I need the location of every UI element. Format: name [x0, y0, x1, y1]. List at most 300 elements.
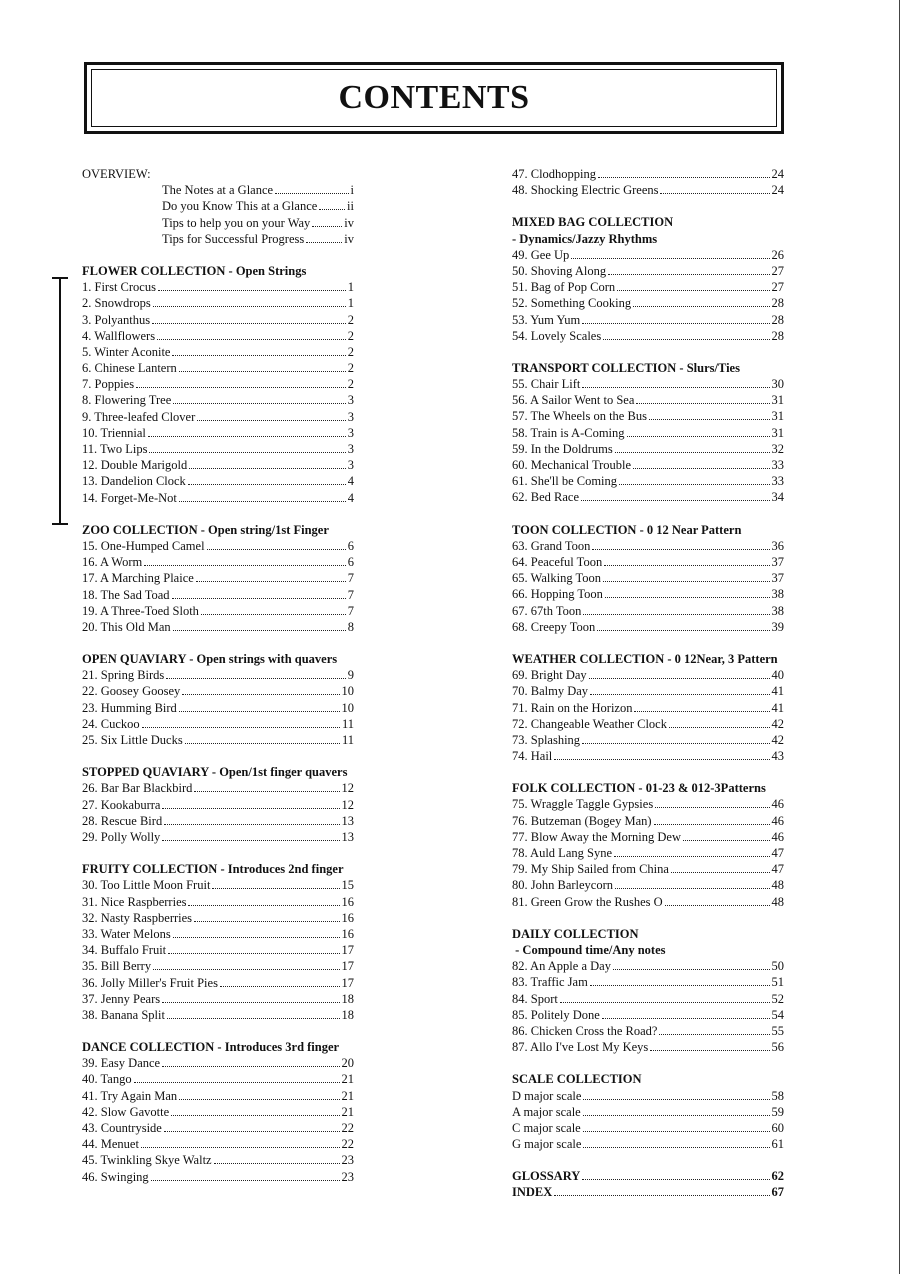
toc-entry: [512, 538, 784, 554]
toc-entry: [82, 813, 354, 829]
toc-section: [512, 651, 784, 764]
toc-entry-page: 33: [771, 474, 784, 489]
toc-entry-page: 30: [771, 377, 784, 392]
toc-entry-page: 20: [341, 1056, 354, 1071]
toc-entry-title: 11. Two Lips: [82, 442, 148, 457]
toc-entry-title: 86. Chicken Cross the Road?: [512, 1023, 658, 1038]
dot-leader: [636, 394, 769, 404]
dot-leader: [179, 362, 346, 372]
toc-entry: [512, 958, 784, 974]
toc-entry: [512, 457, 784, 473]
toc-entry-title: 51. Bag of Pop Corn: [512, 280, 616, 295]
toc-entry-title: 23. Humming Bird: [82, 700, 177, 715]
toc-entry-page: 47: [771, 846, 784, 861]
toc-entry-page: 41: [771, 700, 784, 715]
dot-leader: [275, 184, 348, 194]
title-frame: [91, 69, 777, 127]
dot-leader: [151, 1171, 340, 1181]
toc-entry-title: 70. Balmy Day: [512, 684, 589, 699]
dot-leader: [617, 281, 769, 291]
dot-leader: [214, 1154, 340, 1164]
toc-entry: [512, 312, 784, 328]
toc-entry-page: 34: [771, 490, 784, 505]
toc-entry-title: 53. Yum Yum: [512, 312, 581, 327]
toc-section: [512, 214, 784, 344]
toc-entry: [82, 1120, 354, 1136]
dot-leader: [220, 977, 340, 987]
toc-entry: [512, 1007, 784, 1023]
toc-entry-page: 15: [341, 878, 354, 893]
toc-entry-page: 23: [341, 1153, 354, 1168]
toc-entry: [512, 861, 784, 877]
flower-collection-bracket: [52, 277, 68, 525]
dot-leader: [619, 475, 769, 485]
toc-entry: [82, 1007, 354, 1023]
toc-entry-page: 3: [347, 442, 354, 457]
dot-leader: [149, 443, 345, 453]
dot-leader: [148, 427, 346, 437]
toc-entry: [512, 1120, 784, 1136]
toc-entry-title: 28. Rescue Bird: [82, 813, 163, 828]
dot-leader: [194, 912, 339, 922]
toc-entry: [82, 910, 354, 926]
toc-entry-page: 2: [347, 361, 354, 376]
dot-leader: [583, 605, 769, 615]
toc-entry-page: 24: [771, 167, 784, 181]
toc-entry-page: 11: [341, 733, 354, 748]
dot-leader: [172, 589, 346, 599]
toc-entry-title: 66. Hopping Toon: [512, 587, 603, 602]
toc-entry-page: 21: [341, 1072, 354, 1087]
toc-entry: [82, 1136, 354, 1152]
dot-leader: [189, 459, 346, 469]
toc-entry-title: GLOSSARY: [512, 1169, 581, 1184]
toc-entry: [512, 619, 784, 635]
dot-leader: [583, 1138, 769, 1148]
dot-leader: [581, 491, 770, 501]
toc-section: [512, 522, 784, 635]
left-column: [82, 166, 354, 1201]
toc-entry: [512, 473, 784, 489]
toc-entry-title: 32. Nasty Raspberries: [82, 910, 193, 925]
toc-entry-page: 37: [771, 555, 784, 569]
toc-entry-page: 48: [771, 878, 784, 893]
toc-entry-page: 4: [347, 490, 354, 505]
toc-entry: [82, 732, 354, 748]
toc-entry-page: 37: [771, 571, 784, 586]
toc-entry: [82, 295, 354, 311]
toc-entry-title: 37. Jenny Pears: [82, 991, 161, 1006]
toc-entry: [82, 1071, 354, 1087]
toc-entry-page: 28: [771, 312, 784, 327]
dot-leader: [592, 540, 769, 550]
dot-leader: [188, 475, 346, 485]
dot-leader: [560, 993, 770, 1003]
toc-section: [82, 522, 354, 635]
toc-entry-title: The Notes at a Glance: [162, 183, 274, 198]
toc-entry: [82, 457, 354, 473]
toc-entry-page: 18: [341, 991, 354, 1006]
toc-entry-title: 46. Swinging: [82, 1169, 149, 1184]
section-heading: TOON COLLECTION - 0 12 Near Pattern: [512, 522, 742, 537]
dot-leader: [604, 556, 769, 566]
toc-entry-page: 38: [771, 603, 784, 618]
dot-leader: [188, 896, 339, 906]
toc-entry-page: 6: [347, 555, 354, 570]
toc-entry: [162, 215, 354, 231]
dot-leader: [655, 798, 769, 808]
toc-entry-title: 21. Spring Birds: [82, 668, 165, 683]
toc-entry-page: 2: [347, 328, 354, 343]
toc-entry-title: 67. 67th Toon: [512, 603, 582, 618]
toc-entry-page: 31: [771, 409, 784, 424]
dot-leader: [173, 928, 340, 938]
dot-leader: [185, 734, 340, 744]
dot-leader: [660, 184, 769, 194]
dot-leader: [605, 588, 770, 598]
toc-entry-page: 23: [341, 1169, 354, 1184]
toc-entry: [82, 425, 354, 441]
toc-entry-page: 60: [771, 1120, 784, 1135]
toc-entry: [512, 263, 784, 279]
toc-entry-title: 31. Nice Raspberries: [82, 894, 187, 909]
toc-entry-page: 2: [347, 377, 354, 392]
dot-leader: [179, 702, 340, 712]
toc-entry-page: 8: [347, 619, 354, 634]
toc-entry-page: 31: [771, 425, 784, 440]
toc-entry-title: 47. Clodhopping: [512, 167, 597, 181]
dot-leader: [153, 297, 346, 307]
page-title: CONTENTS: [338, 79, 530, 116]
toc-entry-title: 41. Try Again Man: [82, 1088, 178, 1103]
dot-leader: [582, 314, 769, 324]
toc-entry-page: 7: [347, 603, 354, 618]
toc-entry: [82, 780, 354, 796]
toc-entry-page: 3: [347, 458, 354, 473]
toc-entry: [512, 991, 784, 1007]
toc-section: [512, 926, 784, 1056]
toc-entry-page: 42: [771, 732, 784, 747]
toc-entry: [512, 845, 784, 861]
dot-leader: [582, 734, 769, 744]
toc-entry: [82, 587, 354, 603]
dot-leader: [173, 621, 346, 631]
title-box: [84, 62, 784, 134]
toc-entry: [82, 829, 354, 845]
toc-entry-title: INDEX: [512, 1185, 553, 1200]
toc-entry-title: 84. Sport: [512, 991, 558, 1006]
dot-leader: [164, 815, 339, 825]
dot-leader: [194, 782, 339, 792]
toc-entry-page: 22: [341, 1137, 354, 1152]
toc-entry-title: A major scale: [512, 1104, 581, 1119]
toc-entry-title: G major scale: [512, 1137, 582, 1152]
toc-entry: [82, 344, 354, 360]
toc-entry: [82, 894, 354, 910]
section-heading: MIXED BAG COLLECTION: [512, 215, 674, 230]
toc-entry-title: 55. Chair Lift: [512, 377, 581, 392]
dot-leader: [153, 960, 339, 970]
toc-entry: [512, 974, 784, 990]
toc-entry-page: 26: [771, 247, 784, 262]
toc-entry-page: 28: [771, 296, 784, 311]
toc-entry-page: 3: [347, 393, 354, 408]
toc-entry-page: iv: [344, 215, 354, 230]
toc-entry: [82, 716, 354, 732]
toc-section: [82, 764, 354, 845]
toc-entry-page: 22: [341, 1121, 354, 1136]
toc-entry: [512, 796, 784, 812]
toc-entry-page: 6: [347, 538, 354, 553]
toc-entry-page: 13: [341, 830, 354, 844]
section-subheading: - Dynamics/Jazzy Rhythms: [512, 231, 658, 246]
toc-entry-title: Tips for Successful Progress: [162, 231, 305, 246]
toc-entry-page: 56: [771, 1040, 784, 1055]
overview-label: OVERVIEW:: [82, 167, 151, 181]
toc-entry-title: 73. Splashing: [512, 732, 581, 747]
toc-entry-title: 14. Forget-Me-Not: [82, 490, 177, 505]
toc-entry-page: 47: [771, 862, 784, 877]
toc-entry-title: 13. Dandelion Clock: [82, 474, 186, 489]
toc-entry: [512, 716, 784, 732]
toc-entry-title: 85. Politely Done: [512, 1007, 600, 1022]
dot-leader: [614, 847, 770, 857]
dot-leader: [173, 394, 346, 404]
toc-entry: [82, 619, 354, 635]
toc-entry: [512, 732, 784, 748]
dot-leader: [312, 217, 342, 227]
toc-entry-page: 40: [771, 668, 784, 683]
toc-entry-page: ii: [347, 199, 354, 214]
toc-entry: [82, 360, 354, 376]
toc-entry: [512, 279, 784, 295]
toc-entry-title: 6. Chinese Lantern: [82, 361, 177, 376]
toc-entry-page: 10: [341, 700, 354, 715]
dot-leader: [597, 621, 769, 631]
toc-entry-title: 39. Easy Dance: [82, 1056, 161, 1071]
toc-entry: [512, 295, 784, 311]
toc-entry: [512, 1023, 784, 1039]
toc-entry-title: 29. Polly Wolly: [82, 830, 161, 844]
toc-entry: [82, 797, 354, 813]
toc-entry: [82, 1169, 354, 1185]
toc-entry: [82, 1152, 354, 1168]
toc-entry: [512, 894, 784, 910]
toc-entry-page: 52: [771, 991, 784, 1006]
dot-leader: [590, 976, 770, 986]
toc-entry-title: C major scale: [512, 1120, 581, 1135]
toc-entry: [82, 279, 354, 295]
dot-leader: [598, 168, 769, 178]
toc-entry-page: 16: [341, 894, 354, 909]
toc-entry: [82, 683, 354, 699]
toc-section: [512, 360, 784, 506]
toc-entry: [82, 942, 354, 958]
toc-entry: [512, 1136, 784, 1152]
toc-entry-title: 60. Mechanical Trouble: [512, 458, 632, 473]
toc-entry: [82, 877, 354, 893]
toc-entry: [512, 570, 784, 586]
toc-entry: [512, 489, 784, 505]
dot-leader: [306, 233, 342, 243]
toc-entry-title: 34. Buffalo Fruit: [82, 943, 167, 958]
overview-section: [82, 166, 354, 247]
toc-entry-title: 63. Grand Toon: [512, 538, 591, 553]
toc-entry-page: 21: [341, 1104, 354, 1119]
overview-list: [82, 182, 354, 247]
toc-entry-title: 64. Peaceful Toon: [512, 555, 603, 569]
dot-leader: [582, 1170, 769, 1180]
toc-entry: [82, 328, 354, 344]
toc-entry: [512, 683, 784, 699]
toc-entry: [82, 392, 354, 408]
toc-section: [82, 651, 354, 748]
toc-entry: [82, 538, 354, 554]
toc-entry-title: D major scale: [512, 1088, 582, 1103]
toc-entry-title: 3. Polyanthus: [82, 312, 151, 327]
dot-leader: [179, 1090, 339, 1100]
dot-leader: [671, 863, 770, 873]
toc-entry-page: 2: [347, 312, 354, 327]
toc-entry-page: 42: [771, 716, 784, 731]
toc-entry: [82, 1055, 354, 1071]
dot-leader: [627, 427, 770, 437]
dot-leader: [650, 1041, 769, 1051]
toc-entry: [512, 182, 784, 198]
dot-leader: [603, 572, 770, 582]
dot-leader: [162, 831, 339, 841]
toc-entry-title: 52. Something Cooking: [512, 296, 632, 311]
toc-entry: [162, 231, 354, 247]
toc-entry-title: Do you Know This at a Glance: [162, 199, 318, 214]
toc-entry: [512, 1168, 784, 1184]
toc-entry-title: 18. The Sad Toad: [82, 587, 170, 602]
dot-leader: [583, 1122, 770, 1132]
toc-entry-page: 62: [771, 1169, 784, 1184]
toc-entry-title: 54. Lovely Scales: [512, 328, 602, 343]
dot-leader: [167, 1009, 340, 1019]
dot-leader: [659, 1025, 769, 1035]
dot-leader: [164, 1122, 340, 1132]
section-heading: FLOWER COLLECTION - Open Strings: [82, 263, 307, 278]
dot-leader: [615, 879, 769, 889]
toc-entry: [512, 603, 784, 619]
dot-leader: [171, 1106, 339, 1116]
toc-entry: [82, 991, 354, 1007]
toc-entry-page: 36: [771, 538, 784, 553]
dot-leader: [649, 410, 770, 420]
dot-leader: [172, 346, 345, 356]
toc-entry-page: 46: [771, 813, 784, 828]
toc-entry: [512, 877, 784, 893]
toc-entry-page: i: [350, 183, 354, 198]
dot-leader: [554, 1186, 769, 1196]
dot-leader: [162, 1057, 339, 1067]
toc-entry-page: 16: [341, 910, 354, 925]
dot-leader: [182, 685, 339, 695]
toc-entry-page: iv: [344, 231, 354, 246]
toc-entry-title: 43. Countryside: [82, 1121, 162, 1136]
toc-entry-page: 28: [771, 328, 784, 343]
dot-leader: [158, 281, 346, 291]
toc-entry-title: 83. Traffic Jam: [512, 975, 588, 990]
toc-entry-page: 31: [771, 393, 784, 408]
toc-entry: [512, 425, 784, 441]
toc-entry-title: 50. Shoving Along: [512, 263, 607, 278]
toc-entry-title: 15. One-Humped Camel: [82, 538, 205, 553]
dot-leader: [615, 443, 770, 453]
toc-entry: [512, 392, 784, 408]
toc-entry-page: 43: [771, 749, 784, 764]
dot-leader: [162, 799, 339, 809]
toc-entry: [82, 975, 354, 991]
section-heading: FRUITY COLLECTION - Introduces 2nd finger: [82, 862, 344, 877]
toc-entry-title: 78. Auld Lang Syne: [512, 846, 612, 861]
section-heading: WEATHER COLLECTION - 0 12Near, 3 Pattern: [512, 651, 778, 666]
toc-entry-title: 9. Three-leafed Clover: [82, 409, 196, 424]
toc-entry-page: 33: [771, 458, 784, 473]
toc-entry-page: 41: [771, 684, 784, 699]
dot-leader: [197, 411, 345, 421]
toc-section: [82, 263, 354, 506]
toc-entry-page: 48: [771, 894, 784, 909]
toc-entry-page: 58: [771, 1088, 784, 1103]
dot-leader: [141, 1138, 340, 1148]
dot-leader: [683, 831, 770, 841]
toc-entry-page: 9: [347, 668, 354, 683]
section-heading: DAILY COLLECTION: [512, 926, 639, 941]
toc-entry-title: 45. Twinkling Skye Waltz: [82, 1153, 212, 1168]
toc-section: [512, 780, 784, 910]
toc-entry-title: 19. A Three-Toed Sloth: [82, 603, 199, 618]
toc-entry-page: 2: [347, 344, 354, 359]
toc-entry-page: 38: [771, 587, 784, 602]
dot-leader: [634, 702, 769, 712]
toc-entry: [512, 554, 784, 570]
toc-entry: [162, 182, 354, 198]
toc-entry-page: 39: [771, 619, 784, 634]
toc-entry-page: 12: [341, 781, 354, 796]
dot-leader: [134, 1073, 340, 1083]
toc-entry-title: 49. Gee Up: [512, 247, 570, 262]
right-column: [512, 166, 784, 1217]
toc-entry-page: 10: [341, 684, 354, 699]
dot-leader: [201, 605, 346, 615]
dot-leader: [144, 556, 346, 566]
toc-entry-title: 16. A Worm: [82, 555, 143, 570]
toc-section: [512, 1071, 784, 1152]
toc-entry-page: 1: [347, 280, 354, 295]
dot-leader: [669, 718, 770, 728]
dot-leader: [136, 378, 346, 388]
toc-entry-page: 17: [341, 943, 354, 958]
toc-entry-title: 30. Too Little Moon Fruit: [82, 878, 211, 893]
toc-entry-title: 1. First Crocus: [82, 280, 156, 295]
toc-entry: [512, 1184, 784, 1200]
dot-leader: [142, 718, 340, 728]
toc-entry: [82, 473, 354, 489]
toc-entry-title: 27. Kookaburra: [82, 797, 161, 812]
toc-entry-title: 20. This Old Man: [82, 619, 171, 634]
section-heading: FOLK COLLECTION - 01-23 & 012-3Patterns: [512, 781, 766, 796]
toc-entry: [82, 312, 354, 328]
section-heading: TRANSPORT COLLECTION - Slurs/Ties: [512, 360, 740, 375]
toc-entry: [512, 376, 784, 392]
dot-leader: [590, 685, 769, 695]
dot-leader: [583, 1090, 769, 1100]
toc-entry: [512, 247, 784, 263]
dot-leader: [665, 896, 770, 906]
